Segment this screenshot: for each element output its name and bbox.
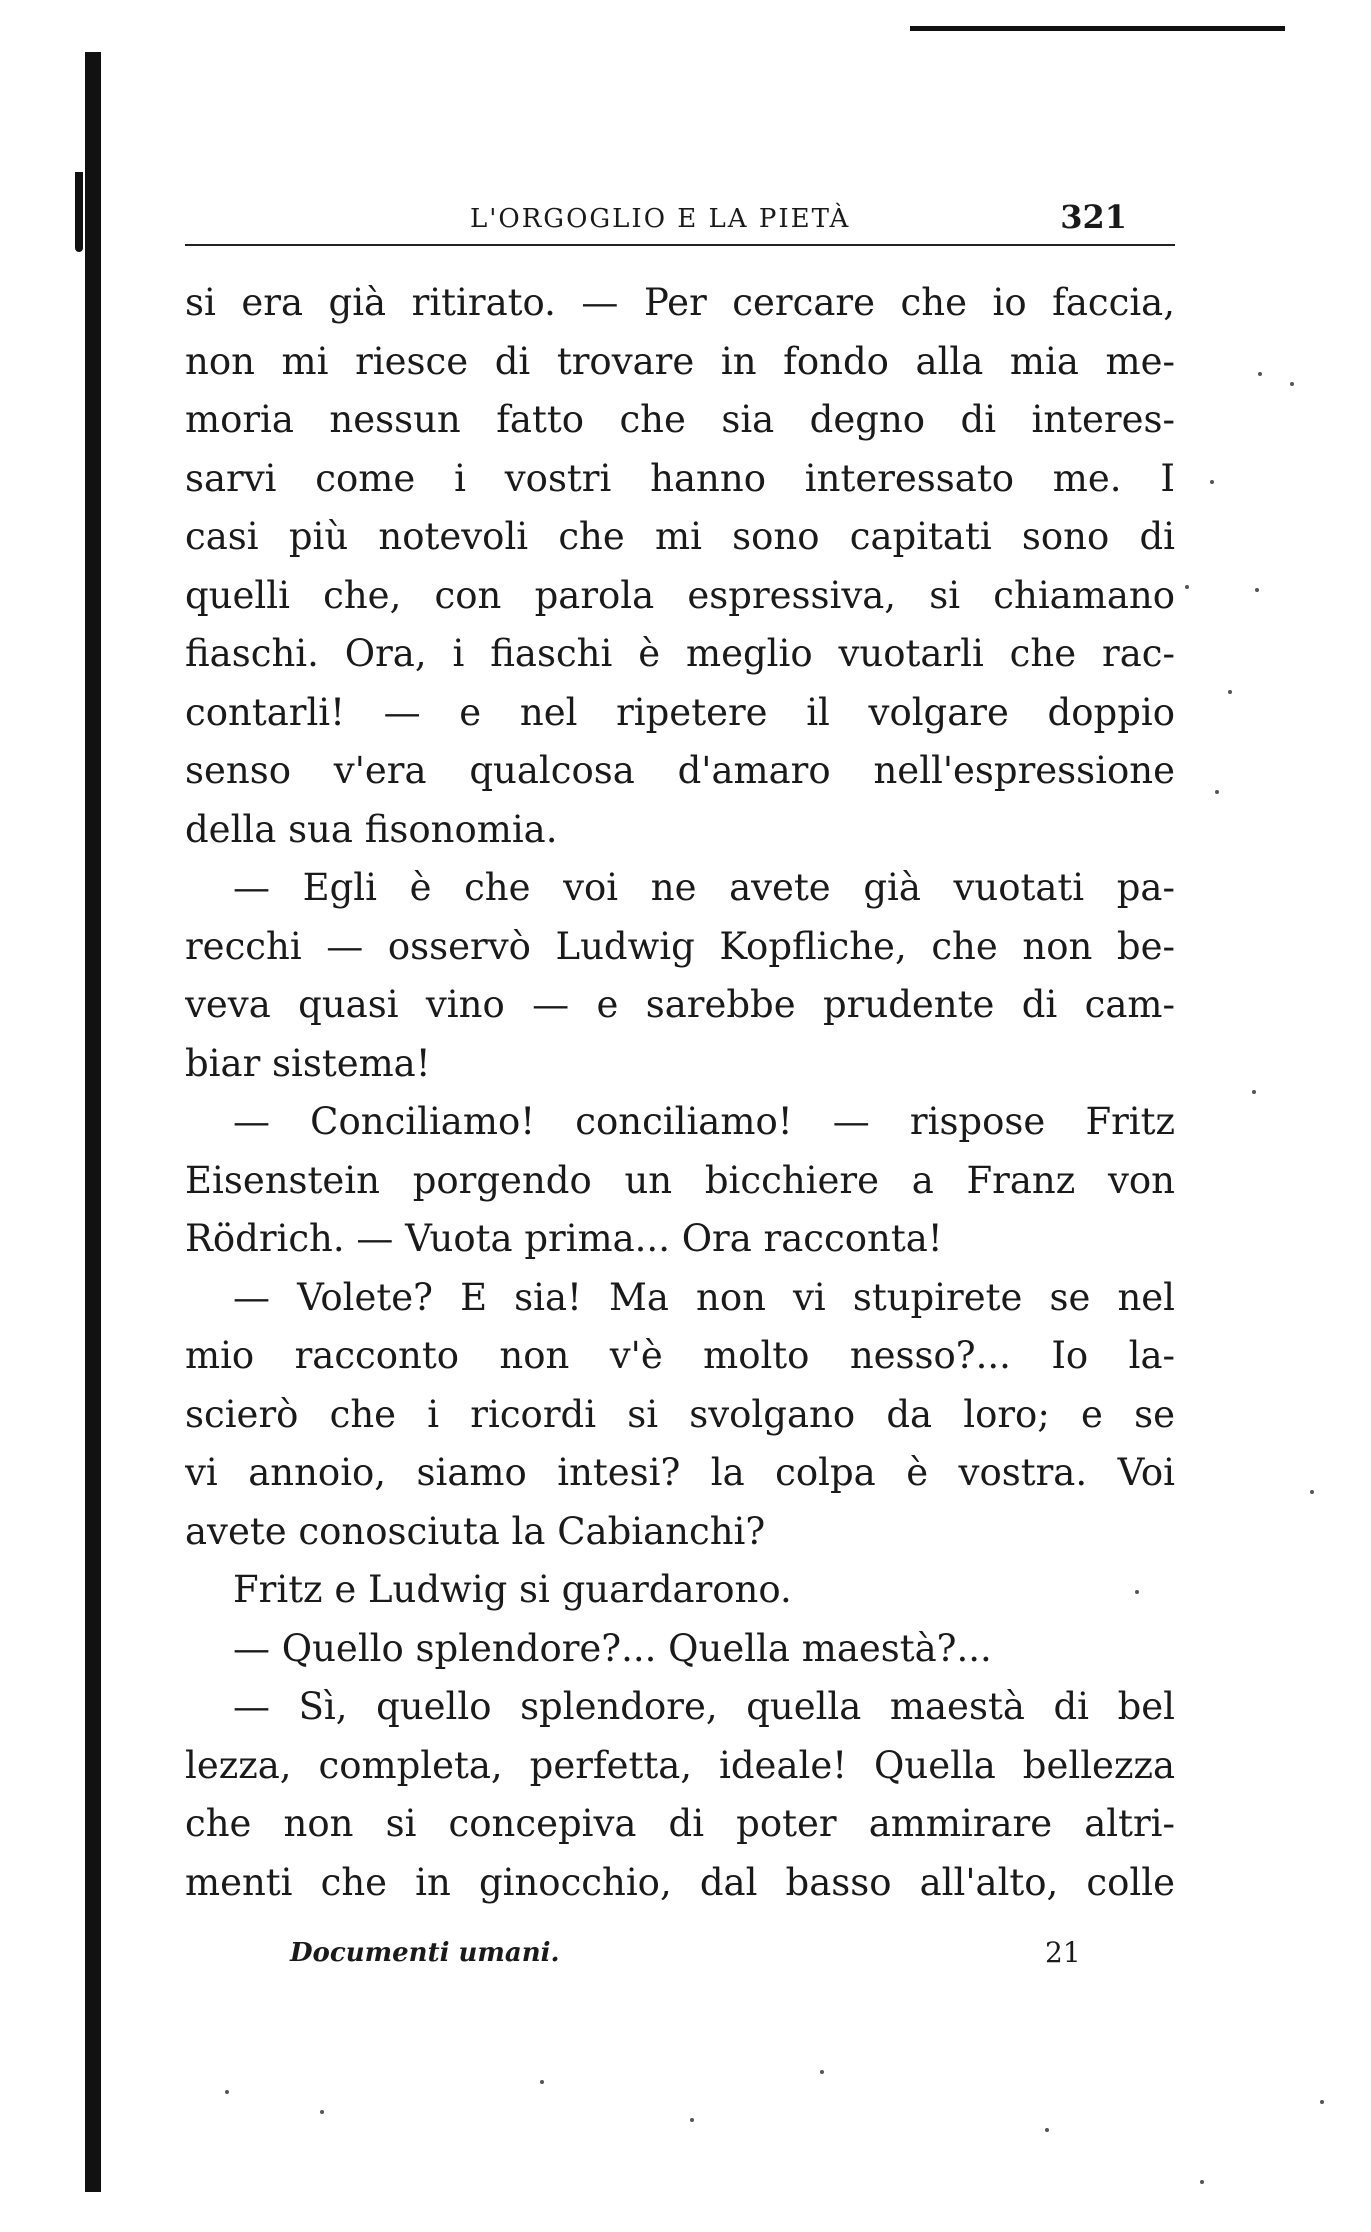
running-title: L'ORGOGLIO E LA PIETÀ: [470, 204, 851, 234]
scan-speck: [1252, 1090, 1256, 1094]
book-page: [185, 190, 1175, 1982]
text-line: avete conosciuta la Cabianchi?: [185, 1509, 766, 1553]
scan-speck: [1290, 382, 1294, 386]
text-line: della sua fisonomia.: [185, 807, 558, 851]
scan-speck: [540, 2080, 544, 2084]
text-line: moria nessun fatto che sia degno di interes-: [185, 398, 1175, 441]
text-line: Rödrich. — Vuota prima... Ora racconta!: [185, 1217, 943, 1260]
scan-speck: [1320, 2100, 1324, 2104]
text-line: — Egli è che voi ne avete già vuotati pa-: [233, 866, 1175, 909]
body-text: [185, 274, 1175, 1912]
text-line: Fritz e Ludwig si guardarono.: [233, 1568, 792, 1611]
text-line: senso v'era qualcosa d'amaro nell'espressione: [185, 749, 1175, 792]
text-line: sarvi come i vostri hanno interessato me. I: [185, 456, 1175, 500]
scan-page-edge-top: [910, 26, 1285, 31]
text-line: quelli che, con parola espressiva, si chiamano: [185, 573, 1175, 617]
text-line: fiaschi. Ora, i fiaschi è meglio vuotarli che rac-: [185, 632, 1175, 675]
text-line: mio racconto non v'è molto nesso?... Io la-: [185, 1334, 1175, 1377]
scan-speck: [1258, 372, 1262, 376]
text-line: — Volete? E sia! Ma non vi stupirete se nel: [233, 1275, 1175, 1319]
text-line: scierò che i ricordi si svolgano da loro; e se: [185, 1392, 1175, 1436]
page-footer: [185, 1932, 1175, 1982]
scan-speck: [320, 2110, 324, 2114]
scan-speck: [1045, 2128, 1049, 2132]
text-line: vi annoio, siamo intesi? la colpa è vostra. Voi: [185, 1451, 1175, 1494]
scan-speck: [1255, 588, 1259, 592]
text-line: — Quello splendore?... Quella maestà?...: [233, 1626, 992, 1670]
signature-number: 21: [1045, 1936, 1081, 1969]
text-line: non mi riesce di trovare in fondo alla mia me-: [185, 339, 1175, 383]
text-line: lezza, completa, perfetta, ideale! Quella bellezza: [185, 1743, 1175, 1787]
text-line: che non si concepiva di poter ammirare altri-: [185, 1802, 1175, 1845]
text-line: biar sistema!: [185, 1041, 431, 1085]
scan-speck: [1185, 585, 1189, 589]
text-line: — Conciliamo! conciliamo! — rispose Fritz: [233, 1100, 1175, 1143]
running-head: [185, 190, 1175, 246]
scan-speck: [1228, 690, 1232, 694]
text-line: contarli! — e nel ripetere il volgare doppio: [185, 690, 1175, 734]
scan-page-edge-left: [85, 52, 101, 2192]
scan-speck: [225, 2090, 229, 2094]
text-line: recchi — osservò Ludwig Kopfliche, che non be-: [185, 924, 1175, 968]
scan-speck: [690, 2118, 694, 2122]
scan-speck: [1200, 2180, 1204, 2184]
page-number: 321: [1060, 198, 1127, 236]
text-line: menti che in ginocchio, dal basso all'alto, colle: [185, 1860, 1175, 1904]
signature-title: Documenti umani.: [290, 1938, 560, 1968]
text-line: si era già ritirato. — Per cercare che io faccia,: [185, 281, 1175, 324]
scan-speck: [1215, 790, 1219, 794]
scan-speck: [1210, 480, 1214, 484]
text-line: Eisenstein porgendo un bicchiere a Franz von: [185, 1158, 1175, 1202]
text-line: veva quasi vino — e sarebbe prudente di cam-: [185, 983, 1175, 1026]
text-line: — Sì, quello splendore, quella maestà di bel: [233, 1685, 1175, 1728]
scan-speck: [1310, 1490, 1314, 1494]
scan-speck: [820, 2070, 824, 2074]
text-line: casi più notevoli che mi sono capitati sono di: [185, 515, 1175, 558]
